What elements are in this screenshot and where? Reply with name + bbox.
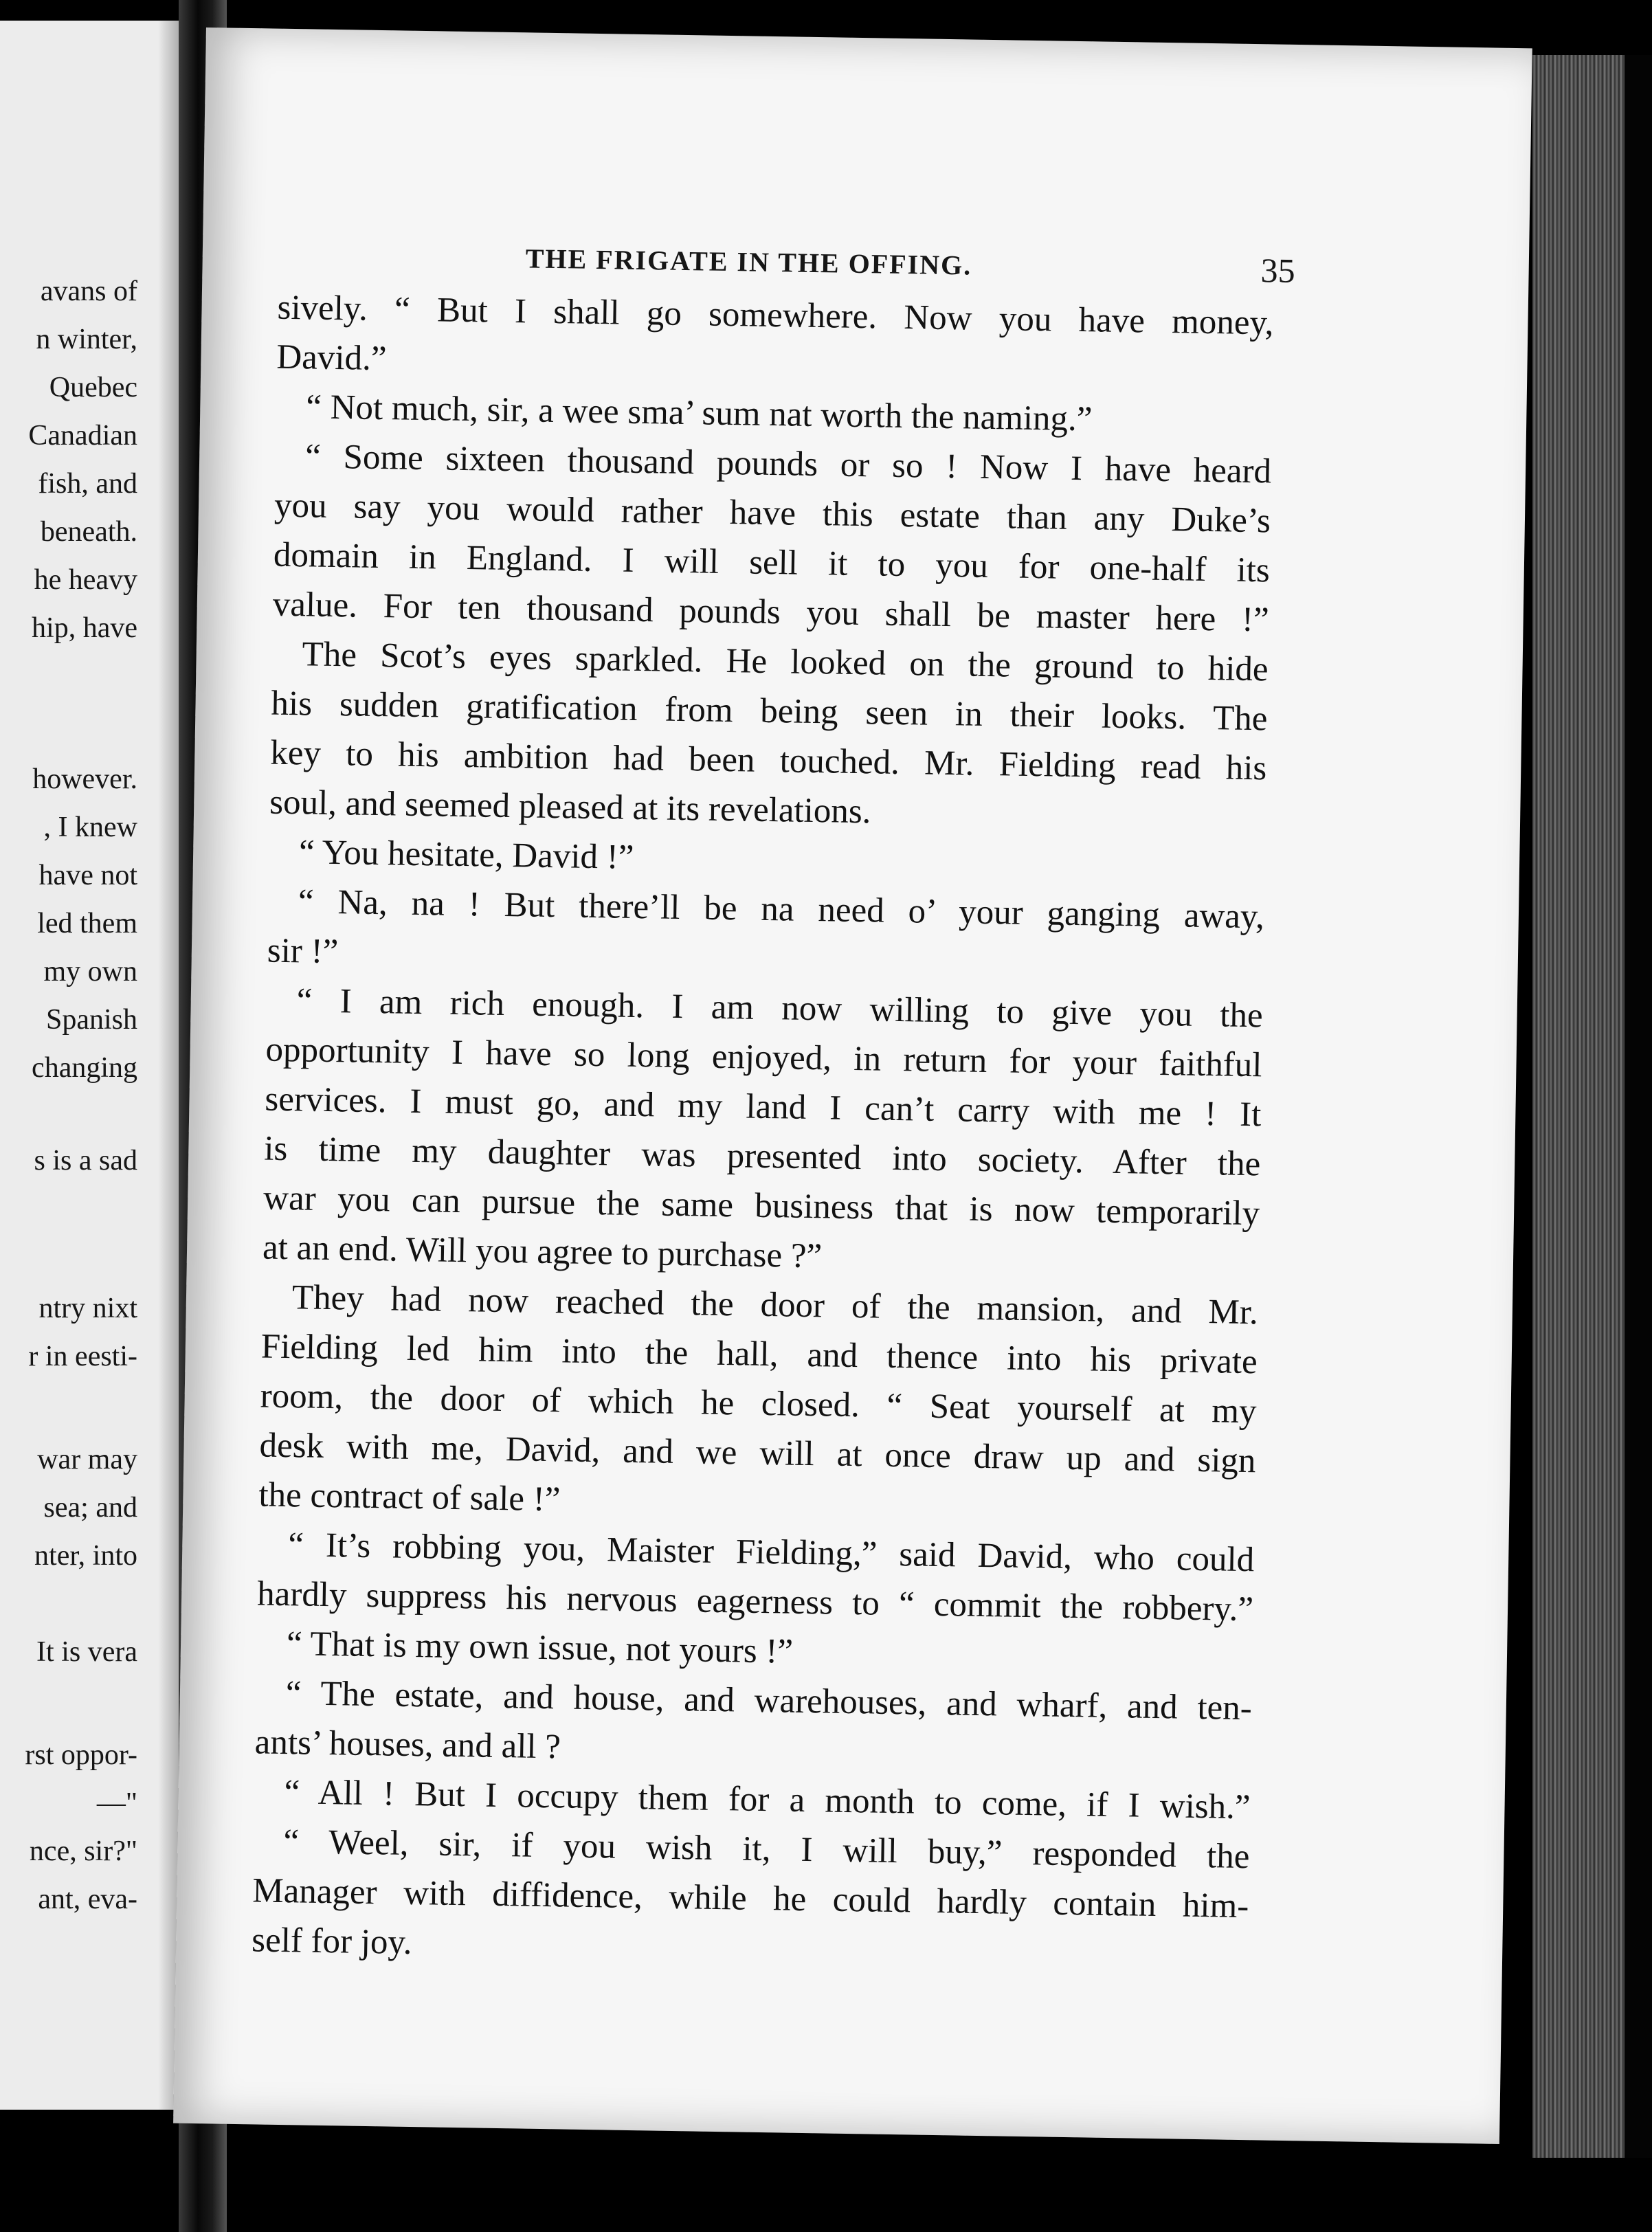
text-line: “ That is my own issue, not yours !” bbox=[286, 1625, 794, 1671]
page-block-edge bbox=[1532, 55, 1652, 2158]
left-page-line: hip, have bbox=[32, 612, 137, 644]
left-page-line: n winter, bbox=[36, 324, 137, 355]
text-line: “ It’s robbing you, Maister Fielding,” said David, who could bbox=[287, 1526, 1255, 1580]
text-line: opportunity I have so long enjoyed, in return for your faithful bbox=[265, 1030, 1262, 1085]
left-page-line: nter, into bbox=[34, 1540, 137, 1572]
text-line: sively. “ But I shall go somewhere. Now you have money, bbox=[277, 288, 1274, 343]
left-page-line: ant, eva- bbox=[38, 1884, 137, 1915]
left-page-line: r in eesti- bbox=[28, 1341, 137, 1372]
text-line: They had now reached the door of the mansion, and Mr. bbox=[291, 1278, 1259, 1332]
left-page-line: however. bbox=[32, 763, 137, 795]
text-line: value. For ten thousand pounds you shall be master here !” bbox=[272, 585, 1270, 640]
text-line: “ All ! But I occupy them for a month to come, if I wish.” bbox=[284, 1773, 1251, 1827]
text-line: soul, and seemed pleased at its revelations. bbox=[269, 783, 871, 832]
text-line: sir !” bbox=[267, 931, 339, 972]
text-line: “ I am rich enough. I am now willing to give you the bbox=[296, 981, 1264, 1036]
text-line: “ Weel, sir, if you wish it, I will buy,” responded the bbox=[283, 1822, 1250, 1877]
left-page-line: nce, sir?" bbox=[29, 1835, 137, 1867]
text-line: “ Na, na ! But there’ll be na need o’ your ganging away, bbox=[298, 882, 1265, 937]
left-page-line: fish, and bbox=[38, 468, 137, 500]
left-page-line: changing bbox=[32, 1052, 137, 1084]
text-line: his sudden gratification from being seen in their looks. The bbox=[271, 684, 1268, 739]
text-line: “ Some sixteen thousand pounds or so ! Now I have heard bbox=[304, 437, 1272, 491]
page-number: 35 bbox=[1260, 251, 1296, 290]
text-line: self for joy. bbox=[251, 1921, 412, 1963]
text-line: desk with me, David, and we will at once draw up and sign bbox=[259, 1426, 1256, 1481]
left-page-line: ntry nixt bbox=[38, 1293, 137, 1324]
text-line: Manager with diffidence, while he could hardly contain him- bbox=[252, 1871, 1249, 1926]
left-page-line: war may bbox=[37, 1444, 137, 1475]
body-text bbox=[252, 283, 1274, 1980]
text-line: “ Not much, sir, a wee sma’ sum nat worth the naming.” bbox=[305, 388, 1093, 439]
left-page-line: Quebec bbox=[49, 372, 137, 403]
text-line: war you can pursue the same business that is now temporarily bbox=[263, 1179, 1260, 1234]
text-line: key to his ambition had been touched. Mr. Fielding read his bbox=[269, 733, 1267, 788]
text-line: “ The estate, and house, and warehouses, and wharf, and ten- bbox=[285, 1674, 1253, 1728]
text-line: “ You hesitate, David !” bbox=[298, 833, 634, 877]
text-line: ants’ houses, and all ? bbox=[254, 1723, 561, 1767]
left-page-line: avans of bbox=[40, 276, 137, 307]
left-page-line: Spanish bbox=[45, 1004, 137, 1036]
left-page-line: , I knew bbox=[43, 812, 137, 843]
left-page-line: my own bbox=[43, 956, 137, 987]
left-page-line: led them bbox=[37, 908, 137, 939]
text-line: David.” bbox=[276, 337, 387, 379]
left-page-line: he heavy bbox=[34, 564, 137, 596]
left-page-line: Canadian bbox=[28, 420, 137, 451]
left-page-line: have not bbox=[38, 860, 137, 891]
text-line: services. I must go, and my land I can’t carry with me ! It bbox=[265, 1080, 1262, 1135]
text-line: domain in England. I will sell it to you for one-half its bbox=[273, 535, 1271, 590]
left-page-line: s is a sad bbox=[34, 1145, 137, 1176]
left-page-line: —" bbox=[96, 1787, 137, 1819]
left-page-fragment bbox=[0, 21, 186, 2110]
text-line: hardly suppress his nervous eagerness to “ commit the robbery.” bbox=[256, 1574, 1254, 1629]
text-line: is time my daughter was presented into society. After the bbox=[263, 1129, 1261, 1184]
text-line: you say you would rather have this estate than any Duke’s bbox=[274, 486, 1271, 541]
right-page bbox=[173, 27, 1532, 2144]
left-page-line: It is vera bbox=[36, 1636, 137, 1668]
text-line: The Scot’s eyes sparkled. He looked on the ground to hide bbox=[302, 635, 1269, 689]
text-line: the contract of sale !” bbox=[258, 1475, 561, 1519]
left-page-line: beneath. bbox=[40, 516, 137, 548]
text-line: Fielding led him into the hall, and thence into his private bbox=[260, 1327, 1258, 1382]
text-line: at an end. Will you agree to purchase ?” bbox=[262, 1228, 823, 1276]
left-page-line: sea; and bbox=[43, 1492, 137, 1524]
left-page-line: rst oppor- bbox=[25, 1739, 137, 1771]
text-line: room, the door of which he closed. “ Seat yourself at my bbox=[260, 1376, 1257, 1431]
running-head: THE FRIGATE IN THE OFFING. bbox=[525, 243, 972, 281]
